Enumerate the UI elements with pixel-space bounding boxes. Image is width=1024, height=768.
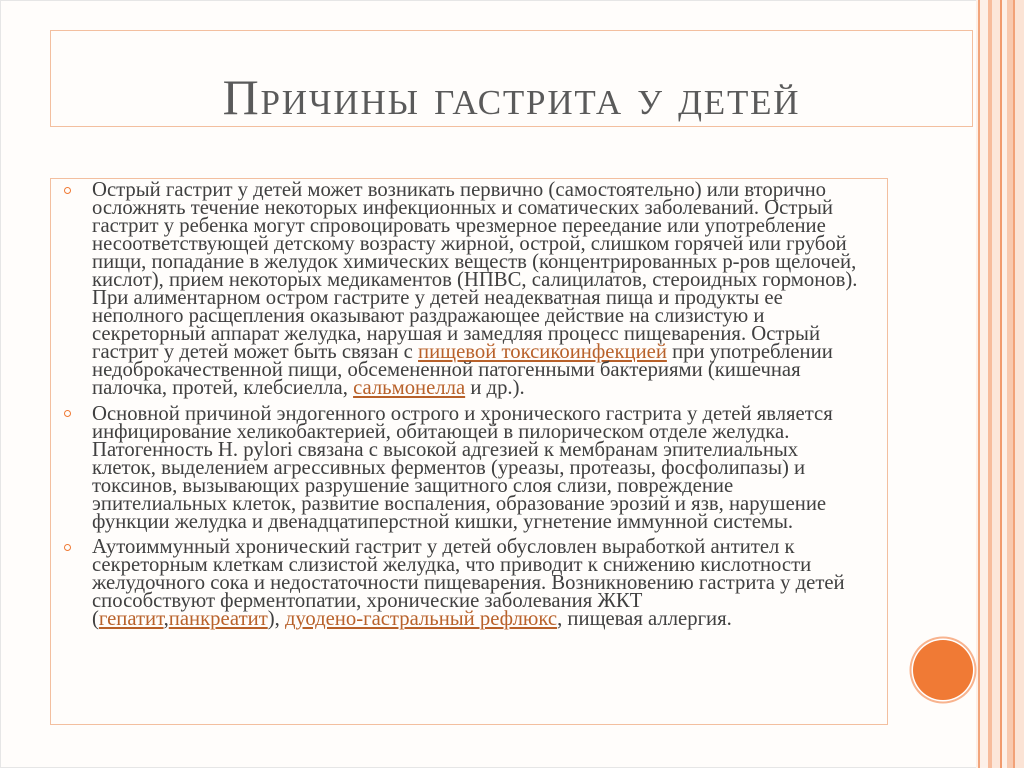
text-line: секреторный аппарат желудка, нарушая и замедляя процесс пищеварения. Острый bbox=[92, 323, 821, 345]
text-line: желудочного сока и недостаточности пищеварения. Возникновению гастрита у детей bbox=[92, 572, 845, 594]
text-segment: ( bbox=[92, 608, 99, 630]
text-line: способствуют ферментопатии, хронические заболевания ЖКТ bbox=[92, 590, 643, 612]
text-segment: ), bbox=[267, 608, 285, 630]
bullet-item bbox=[51, 538, 887, 628]
orange-circle-decoration bbox=[913, 640, 973, 700]
text-segment: , bbox=[163, 608, 169, 630]
text-line: кислот), прием некоторых медикаментов (НПВС, салицилатов, стероидных гормонов). bbox=[92, 269, 858, 291]
text-line: токсинов, вызывающих разрушение защитного слоя слизи, повреждение bbox=[92, 474, 734, 497]
text-line bbox=[92, 379, 887, 397]
text-line: функции желудка и двенадцатиперстной кишки, угнетение иммунной системы. bbox=[92, 510, 794, 533]
bullet-list bbox=[51, 179, 887, 628]
text-line: осложнять течение некоторых инфекционных и соматических заболеваний. Острый bbox=[92, 197, 833, 219]
text-line: Патогенность H. pylori связана с высокой адгезией к мембранам эпителиальных bbox=[92, 438, 799, 461]
circle-bullet-icon bbox=[64, 187, 71, 194]
salmonella-link[interactable]: сальмонелла bbox=[353, 377, 466, 399]
text-line: несоответствующей детскому возрасту жирной, острой, слишком горячей или грубой bbox=[92, 233, 847, 255]
decorative-stripes bbox=[976, 0, 1024, 768]
content-placeholder bbox=[50, 178, 888, 725]
title-placeholder bbox=[50, 30, 973, 127]
text-line: клеток, выделением агрессивных ферментов (уреазы, протеазы, фосфолипазы) и bbox=[92, 456, 806, 479]
duodenogastric-reflux-link[interactable]: дуодено-гастральный рефлюкс bbox=[284, 608, 558, 630]
text-segment: гастрит у детей может быть связан с bbox=[92, 341, 419, 363]
bullet-item bbox=[51, 181, 887, 397]
text-segment: , пищевая аллергия. bbox=[557, 608, 732, 630]
text-line: неполного расщепления оказывают раздражающее действие на слизистую и bbox=[92, 305, 765, 327]
text-line: Острый гастрит у детей может возникать первично (самостоятельно) или вторично bbox=[92, 179, 827, 201]
text-line: инфицирование хеликобактерией, обитающей в пилорическом отделе желудка. bbox=[92, 420, 790, 443]
slide-title: Причины гастрита у детей bbox=[222, 69, 801, 125]
text-line: пищи, попадание в желудок химических веществ (концентрированных р-ров щелочей, bbox=[92, 251, 857, 273]
circle-bullet-icon bbox=[64, 544, 71, 551]
text-line: Основной причиной эндогенного острого и хронического гастрита у детей является bbox=[92, 402, 833, 425]
circle-bullet-icon bbox=[64, 410, 71, 417]
text-segment: палочка, протей, клебсиелла, bbox=[92, 377, 354, 399]
text-line: недоброкачественной пищи, обсемененной патогенными бактериями (кишечная bbox=[92, 359, 801, 381]
text-line: эпителиальных клеток, развитие воспаления, образование эрозий и язв, нарушение bbox=[92, 492, 827, 515]
pancreatitis-link[interactable]: панкреатит bbox=[168, 608, 268, 630]
hepatitis-link[interactable]: гепатит bbox=[98, 608, 164, 630]
text-line: секреторным клеткам слизистой желудка, что приводит к снижению кислотности bbox=[92, 554, 812, 576]
text-line: Аутоиммунный хронический гастрит у детей обусловлен выработкой антител к bbox=[92, 536, 795, 558]
food-toxicoinfection-link[interactable]: пищевой токсикоинфекцией bbox=[418, 341, 667, 363]
bullet-item bbox=[51, 402, 887, 533]
text-segment: при употреблении bbox=[666, 341, 833, 363]
text-line: гастрит у ребенка могут спровоцировать чрезмерное переедание или употребление bbox=[92, 215, 826, 237]
text-line bbox=[92, 610, 887, 628]
text-line: При алиментарном остром гастрите у детей неадекватная пища и продукты ее bbox=[92, 287, 783, 309]
text-segment: и др.). bbox=[465, 377, 525, 399]
